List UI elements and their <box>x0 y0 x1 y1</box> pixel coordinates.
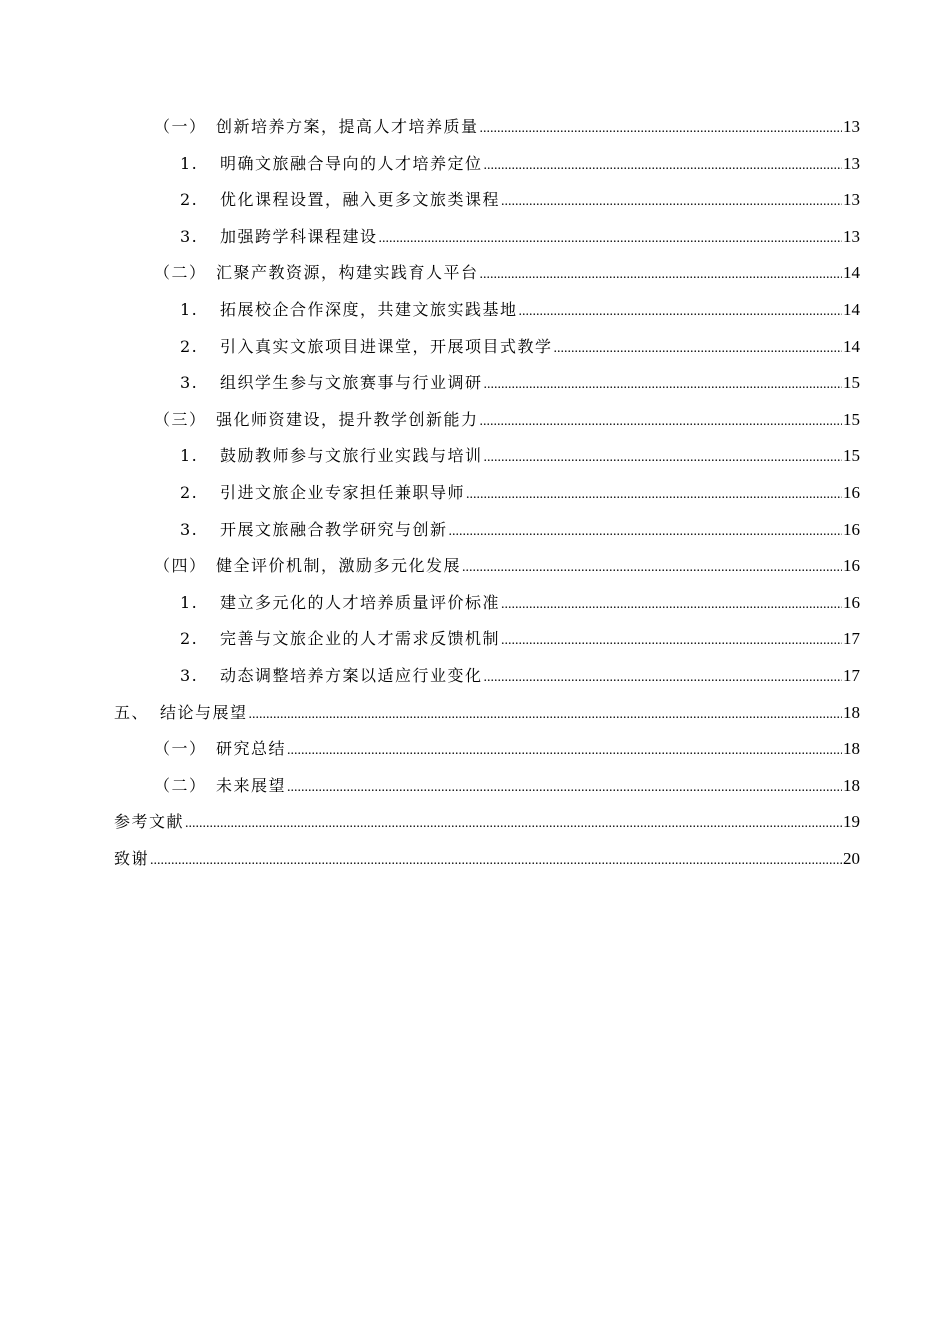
toc-entry[interactable] <box>114 298 860 335</box>
toc-entry-title: 动态调整培养方案以适应行业变化 <box>220 665 483 685</box>
toc-entry-number: （二） <box>154 775 207 795</box>
dot-leader <box>480 410 842 434</box>
toc-entry-number: 1. <box>180 446 199 466</box>
toc-entry-number: （三） <box>154 409 207 429</box>
toc-entry-title: 未来展望 <box>216 775 287 795</box>
toc-entry-page-number: 17 <box>843 665 860 685</box>
toc-entry-title: 组织学生参与文旅赛事与行业调研 <box>220 373 483 393</box>
toc-entry-number: 五、 <box>114 702 150 722</box>
toc-entry-title: 参考文献 <box>114 812 185 832</box>
toc-entry-title: 致谢 <box>114 848 150 868</box>
toc-entry-title: 强化师资建设，提升教学创新能力 <box>216 409 479 429</box>
dot-leader <box>519 300 842 324</box>
toc-entry-number: 3. <box>180 226 199 246</box>
toc-entry-page-number: 14 <box>843 263 860 283</box>
toc-entry-number: 3. <box>180 519 199 539</box>
dot-leader <box>480 263 842 287</box>
toc-entry-number: 1. <box>180 153 199 173</box>
toc-entry-title: 汇聚产教资源，构建实践育人平台 <box>216 263 479 283</box>
toc-entry-number: 2. <box>180 629 199 649</box>
toc-entry-page-number: 13 <box>843 117 860 136</box>
toc-entry-page-number: 18 <box>843 739 860 759</box>
toc-entry-title: 鼓励教师参与文旅行业实践与培训 <box>220 446 483 466</box>
toc-entry-title: 加强跨学科课程建设 <box>220 226 378 246</box>
toc-entry-title: 建立多元化的人才培养质量评价标准 <box>220 592 501 612</box>
toc-entry-title: 开展文旅融合教学研究与创新 <box>220 519 448 539</box>
toc-entry[interactable] <box>114 774 860 811</box>
toc-entry-title: 引进文旅企业专家担任兼职导师 <box>220 482 466 502</box>
toc-entry[interactable] <box>114 115 860 152</box>
toc-entry-title: 拓展校企合作深度，共建文旅实践基地 <box>220 299 518 319</box>
toc-entry-title: 明确文旅融合导向的人才培养定位 <box>220 153 483 173</box>
toc-entry[interactable] <box>114 810 860 847</box>
toc-entry-number: 2. <box>180 482 199 502</box>
toc-entry[interactable] <box>114 481 860 518</box>
toc-entry-page-number: 14 <box>843 336 860 356</box>
toc-entry-page-number: 16 <box>843 592 860 612</box>
toc-entry[interactable] <box>114 664 860 701</box>
dot-leader <box>287 776 842 800</box>
toc-entry-page-number: 16 <box>843 519 860 539</box>
toc-entry[interactable] <box>114 408 860 445</box>
toc-entry-page-number: 15 <box>843 373 860 393</box>
toc-entry-title: 研究总结 <box>216 739 287 759</box>
dot-leader <box>484 666 842 690</box>
dot-leader <box>462 556 842 580</box>
toc-entry[interactable] <box>114 371 860 408</box>
toc-entry-page-number: 17 <box>843 629 860 649</box>
toc-entry-title: 健全评价机制，激励多元化发展 <box>216 556 462 576</box>
toc-entry-number: 1. <box>180 592 199 612</box>
toc-entry-page-number: 16 <box>843 556 860 576</box>
toc-entry-title: 结论与展望 <box>160 702 248 722</box>
toc-entry-number: 3. <box>180 665 199 685</box>
toc-entry-title: 引入真实文旅项目进课堂，开展项目式教学 <box>220 336 553 356</box>
toc-entry[interactable] <box>114 847 860 884</box>
dot-leader <box>249 703 842 727</box>
dot-leader <box>501 629 842 653</box>
toc-entry[interactable] <box>114 188 860 225</box>
dot-leader <box>484 446 842 470</box>
toc-entry-number: 3. <box>180 373 199 393</box>
toc-entry-number: 2. <box>180 190 199 210</box>
toc-entry-number: （四） <box>154 556 207 576</box>
toc-entry[interactable] <box>114 701 860 738</box>
table-of-contents <box>114 115 860 883</box>
dot-leader <box>150 849 842 873</box>
dot-leader <box>480 117 842 141</box>
toc-entry-title: 创新培养方案，提高人才培养质量 <box>216 117 479 136</box>
toc-entry[interactable] <box>114 554 860 591</box>
toc-entry-page-number: 20 <box>843 848 860 868</box>
dot-leader <box>484 154 842 178</box>
dot-leader <box>501 593 842 617</box>
toc-entry-number: 1. <box>180 299 199 319</box>
toc-entry-page-number: 13 <box>843 153 860 173</box>
dot-leader <box>501 190 842 214</box>
toc-entry-number: （一） <box>154 117 207 136</box>
toc-entry-number: 2. <box>180 336 199 356</box>
dot-leader <box>484 373 842 397</box>
toc-entry[interactable] <box>114 261 860 298</box>
toc-entry[interactable] <box>114 518 860 555</box>
dot-leader <box>466 483 842 507</box>
toc-entry-number: （二） <box>154 263 207 283</box>
toc-entry-page-number: 16 <box>843 482 860 502</box>
toc-entry[interactable] <box>114 444 860 481</box>
toc-entry-page-number: 15 <box>843 409 860 429</box>
toc-entry-title: 完善与文旅企业的人才需求反馈机制 <box>220 629 501 649</box>
dot-leader <box>449 520 842 544</box>
toc-entry[interactable] <box>114 737 860 774</box>
toc-entry-number: （一） <box>154 739 207 759</box>
toc-entry[interactable] <box>114 591 860 628</box>
toc-entry[interactable] <box>114 225 860 262</box>
toc-entry-page-number: 18 <box>843 702 860 722</box>
toc-entry[interactable] <box>114 335 860 372</box>
toc-entry-page-number: 15 <box>843 446 860 466</box>
toc-entry-title: 优化课程设置，融入更多文旅类课程 <box>220 190 501 210</box>
toc-entry-page-number: 14 <box>843 299 860 319</box>
dot-leader <box>185 812 842 836</box>
dot-leader <box>379 227 842 251</box>
toc-entry[interactable] <box>114 152 860 189</box>
toc-entry-page-number: 13 <box>843 226 860 246</box>
toc-entry-page-number: 13 <box>843 190 860 210</box>
dot-leader <box>287 739 842 763</box>
dot-leader <box>554 337 842 361</box>
toc-entry-page-number: 19 <box>843 812 860 832</box>
toc-entry[interactable] <box>114 627 860 664</box>
toc-entry-page-number: 18 <box>843 775 860 795</box>
